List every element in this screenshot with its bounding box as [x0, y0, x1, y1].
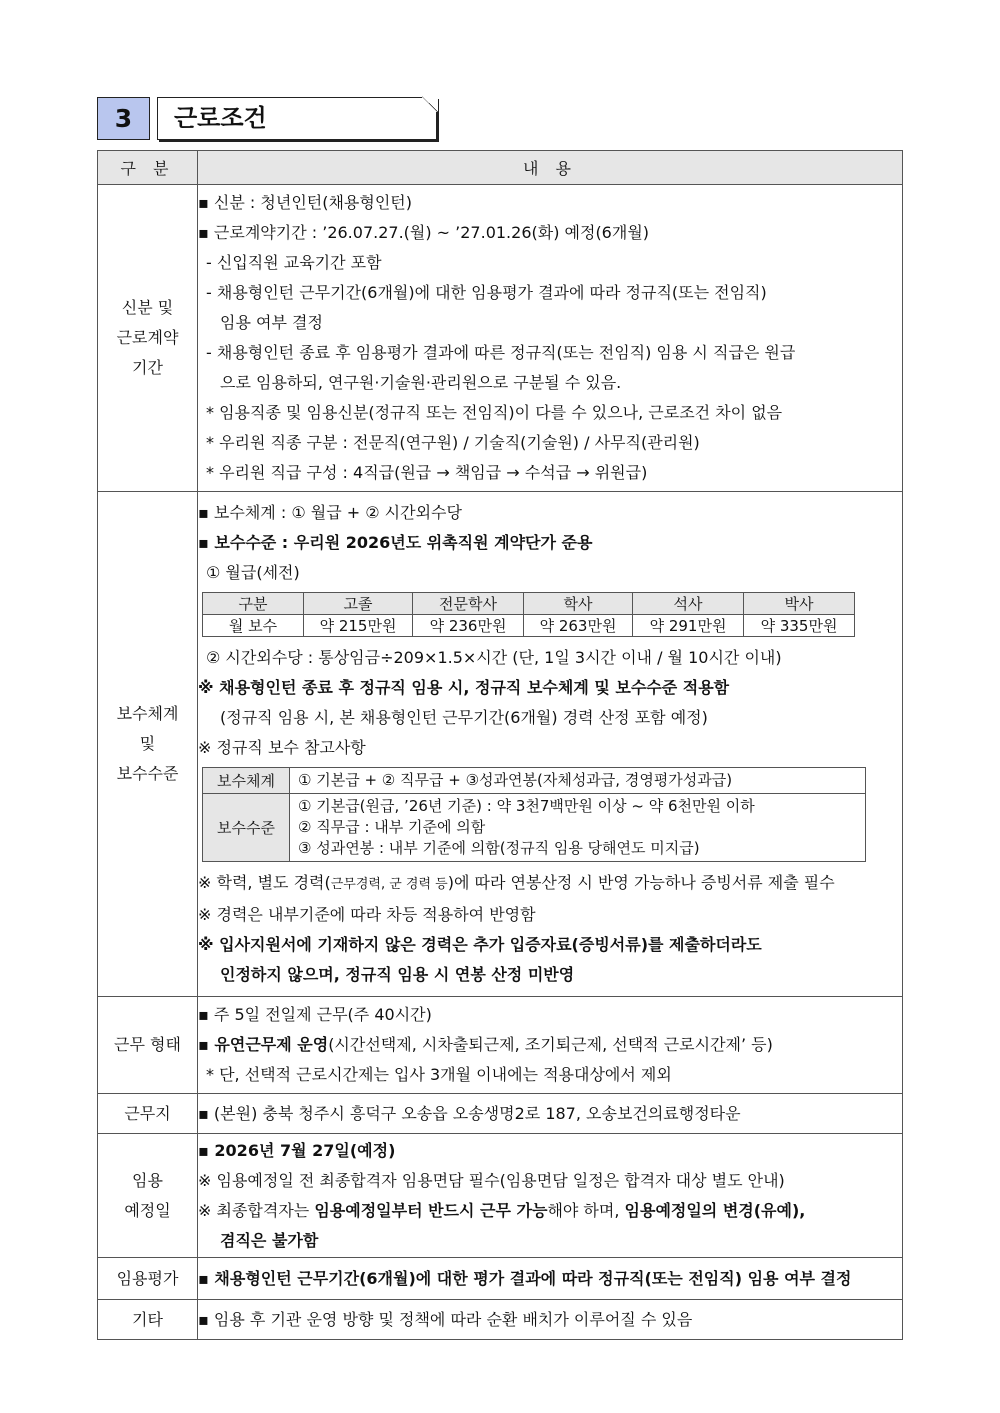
text-line: ※ 임용예정일 전 최종합격자 임용면담 필수(임용면담 일정은 합격자 대상 별도 안내) — [198, 1170, 785, 1190]
row-content-work — [198, 997, 903, 1094]
row-label-appoint: 임용 예정일 — [98, 1134, 198, 1258]
table-row — [98, 185, 903, 492]
text-line: * 우리원 직급 구성 : 4직급(원급 → 책임급 → 수석급 → 위원급) — [206, 463, 648, 482]
text-line: ② 시간외수당 : 통상임금÷209×1.5×시간 (단, 1일 3시간 이내 / 월 10시간 이내) — [206, 648, 782, 667]
row-label-etc: 기타 — [98, 1300, 198, 1340]
text-line: - 채용형인턴 종료 후 임용평가 결과에 따른 정규직(또는 전임직) 임용 시 직급은 원급 — [206, 343, 796, 362]
text-line: ▪ 근로계약기간 : ’26.07.27.(월) ~ ’27.01.26(화) 예정(6개월) — [198, 223, 650, 242]
row-content-eval — [198, 1258, 903, 1300]
text-line: 으로 임용하되, 연구원·기술원·관리원으로 구분될 수 있음. — [220, 373, 622, 392]
conditions-table — [97, 150, 903, 1340]
table-row — [98, 1258, 903, 1300]
section-number: 3 — [97, 97, 150, 140]
text-line: 인정하지 않으며, 정규직 임용 시 연봉 산정 미반영 — [220, 965, 575, 984]
table-row: 보수수준 ① 기본급(원급, ’26년 기준) : 약 3천7백만원 이상 ~ 약 6천만원 이하 ② 직무급 : 내부 기준에 의함 ③ 성과연봉 : 내부 기준에 의함(정규직 임용 당해연도 미지급) — [203, 794, 866, 862]
row-content-etc — [198, 1300, 903, 1340]
salary-table — [202, 592, 855, 637]
table-row: 월 보수 약 215만원 약 236만원 약 263만원 약 291만원 약 335만원 — [203, 615, 855, 637]
row-label-period: 신분 및 근로계약 기간 — [98, 185, 198, 492]
table-row — [98, 1300, 903, 1340]
text-line: ※ 정규직 보수 참고사항 — [198, 738, 366, 757]
header-content: 내 용 — [198, 151, 903, 185]
table-row — [98, 1094, 903, 1134]
table-row: 구분 고졸 전문학사 학사 석사 박사 — [203, 593, 855, 615]
text-line: * 우리원 직종 구분 : 전문직(연구원) / 기술직(기술원) / 사무직(관리원) — [206, 433, 700, 452]
section-title: 근로조건 — [174, 104, 267, 132]
text-line: ▪ 보수체계 : ① 월급 + ② 시간외수당 — [198, 503, 462, 522]
text-line: ※ 입사지원서에 기재하지 않은 경력은 추가 입증자료(증빙서류)를 제출하더라도 — [198, 935, 762, 954]
table-row — [98, 1134, 903, 1258]
text-line: ※ 경력은 내부기준에 따라 차등 적용하여 반영함 — [198, 905, 536, 924]
row-content-appoint — [198, 1134, 903, 1258]
row-label-eval: 임용평가 — [98, 1258, 198, 1300]
text-line: 임용 여부 결정 — [220, 313, 323, 332]
section-title-box — [157, 97, 437, 140]
row-label-work: 근무 형태 — [98, 997, 198, 1094]
text-line: ※ 학력, 별도 경력(근무경력, 군 경력 등)에 따라 연봉산정 시 반영 가능하나 증빙서류 제출 필수 — [198, 873, 835, 892]
row-label-pay: 보수체계 및 보수수준 — [98, 492, 198, 997]
text-line: (정규직 임용 시, 본 채용형인턴 근무기간(6개월) 경력 산정 포함 예정) — [220, 708, 708, 727]
table-row: 보수체계 ① 기본급 + ② 직무급 + ③성과연봉(자체성과급, 경영평가성과급) — [203, 768, 866, 794]
row-content-period — [198, 185, 903, 492]
text-line: * 임용직종 및 임용신분(정규직 또는 전임직)이 다를 수 있으나, 근로조건 차이 없음 — [206, 403, 783, 422]
text-line: ① 월급(세전) — [206, 563, 300, 582]
table-row — [98, 492, 903, 997]
table-row — [98, 997, 903, 1094]
table-header-row — [98, 151, 903, 185]
text-line: ▪ 유연근무제 운영(시간선택제, 시차출퇴근제, 조기퇴근제, 선택적 근로시간제’ 등) — [198, 1035, 773, 1054]
header-category: 구 분 — [98, 151, 198, 185]
text-line: - 채용형인턴 근무기간(6개월)에 대한 임용평가 결과에 따라 정규직(또는 전임직) — [206, 283, 767, 302]
regular-pay-reference-table — [202, 767, 866, 862]
text-line: ▪ 임용 후 기관 운영 방향 및 정책에 따라 순환 배치가 이루어질 수 있음 — [198, 1309, 693, 1329]
text-line: ▪ 보수수준 : 우리원 2026년도 위촉직원 계약단가 준용 — [198, 533, 593, 552]
row-label-place: 근무지 — [98, 1094, 198, 1134]
folded-corner-icon — [422, 96, 438, 112]
text-line: ※ 최종합격자는 임용예정일부터 반드시 근무 가능해야 하며, 임용예정일의 변경(유예), — [198, 1200, 806, 1220]
text-line: 겸직은 불가함 — [220, 1230, 319, 1250]
text-line: ▪ 주 5일 전일제 근무(주 40시간) — [198, 1005, 432, 1024]
text-line: ※ 채용형인턴 종료 후 정규직 임용 시, 정규직 보수체계 및 보수수준 적용함 — [198, 678, 730, 697]
row-content-pay — [198, 492, 903, 997]
row-content-place — [198, 1094, 903, 1134]
text-line: ▪ 신분 : 청년인턴(채용형인턴) — [198, 193, 412, 212]
text-line: ▪ (본원) 충북 청주시 흥덕구 오송읍 오송생명2로 187, 오송보건의료행정타운 — [198, 1103, 741, 1123]
text-line: ▪ 채용형인턴 근무기간(6개월)에 대한 평가 결과에 따라 정규직(또는 전임직) 임용 여부 결정 — [198, 1268, 852, 1288]
text-line: * 단, 선택적 근로시간제는 입사 3개월 이내에는 적용대상에서 제외 — [206, 1065, 672, 1084]
text-line: ▪ 2026년 7월 27일(예정) — [198, 1140, 396, 1160]
text-line: - 신입직원 교육기간 포함 — [206, 253, 382, 272]
